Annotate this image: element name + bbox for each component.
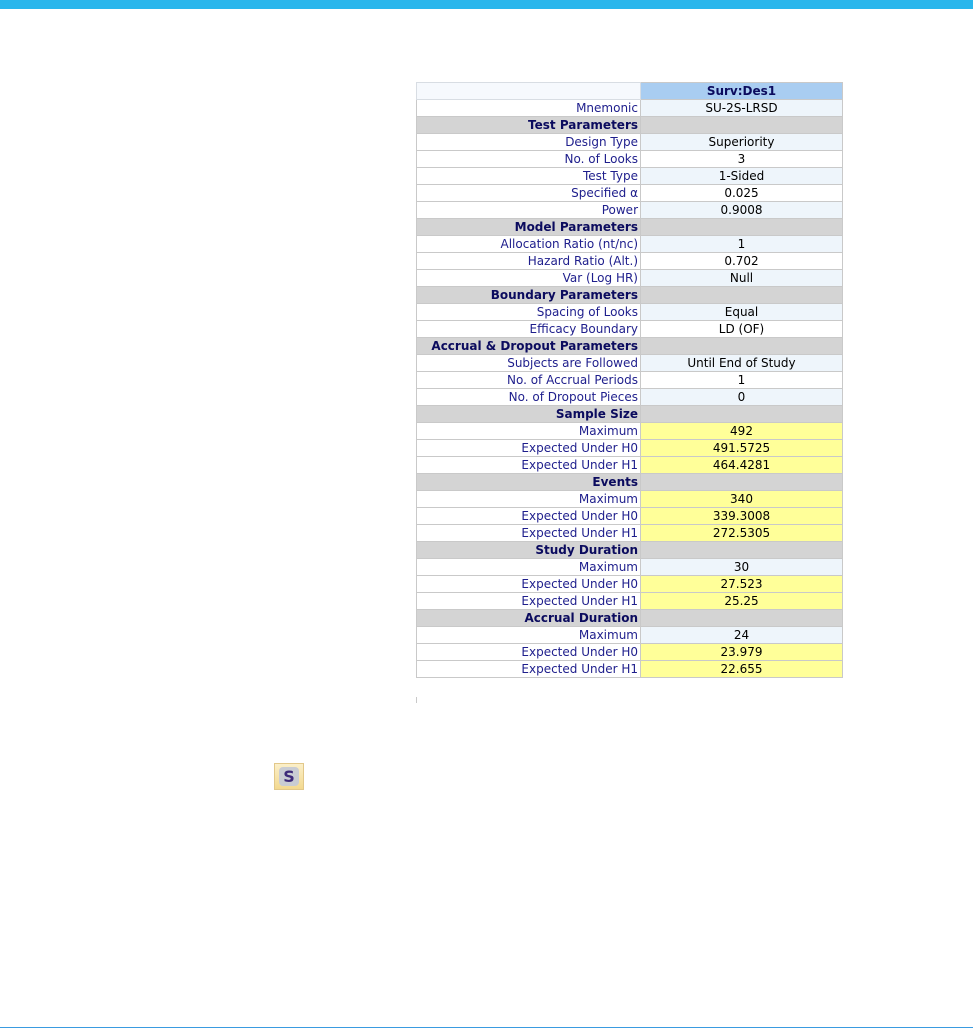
section-row-test-parameters xyxy=(417,117,843,134)
parameter-label: No. of Accrual Periods xyxy=(417,372,641,389)
section-row-accrual-dropout-parameters xyxy=(417,338,843,355)
table-header-corner xyxy=(417,83,641,100)
mnemonic-row xyxy=(417,100,843,117)
section-fill xyxy=(641,287,843,304)
parameter-row xyxy=(417,202,843,219)
parameter-label: Power xyxy=(417,202,641,219)
section-fill xyxy=(641,338,843,355)
design-output-table-body xyxy=(417,83,843,678)
parameter-label: Design Type xyxy=(417,134,641,151)
section-title: Accrual Duration xyxy=(417,610,641,627)
section-title: Study Duration xyxy=(417,542,641,559)
parameter-value: 1-Sided xyxy=(641,168,843,185)
parameter-label: Expected Under H1 xyxy=(417,525,641,542)
parameter-value: Null xyxy=(641,270,843,287)
parameter-value: 492 xyxy=(641,423,843,440)
mnemonic-label: Mnemonic xyxy=(417,100,641,117)
section-fill xyxy=(641,542,843,559)
parameter-value: Until End of Study xyxy=(641,355,843,372)
parameter-value: 272.5305 xyxy=(641,525,843,542)
parameter-label: Maximum xyxy=(417,627,641,644)
parameter-row xyxy=(417,304,843,321)
section-fill xyxy=(641,117,843,134)
parameter-label: Maximum xyxy=(417,423,641,440)
parameter-value: 23.979 xyxy=(641,644,843,661)
mnemonic-value: SU-2S-LRSD xyxy=(641,100,843,117)
section-row-boundary-parameters xyxy=(417,287,843,304)
parameter-label: Var (Log HR) xyxy=(417,270,641,287)
parameter-row xyxy=(417,321,843,338)
table-header-row xyxy=(417,83,843,100)
parameter-value: 30 xyxy=(641,559,843,576)
parameter-row xyxy=(417,236,843,253)
section-row-study-duration xyxy=(417,542,843,559)
section-title: Model Parameters xyxy=(417,219,641,236)
parameter-row xyxy=(417,270,843,287)
section-title: Boundary Parameters xyxy=(417,287,641,304)
section-row-model-parameters xyxy=(417,219,843,236)
parameter-row xyxy=(417,168,843,185)
parameter-value: 340 xyxy=(641,491,843,508)
parameter-row xyxy=(417,576,843,593)
parameter-value: 22.655 xyxy=(641,661,843,678)
parameter-row xyxy=(417,491,843,508)
parameter-value: Equal xyxy=(641,304,843,321)
parameter-value: 1 xyxy=(641,236,843,253)
parameter-row xyxy=(417,355,843,372)
bottom-divider xyxy=(0,1027,973,1028)
parameter-label: Efficacy Boundary xyxy=(417,321,641,338)
parameter-label: Expected Under H0 xyxy=(417,644,641,661)
parameter-row xyxy=(417,185,843,202)
section-fill xyxy=(641,406,843,423)
section-title: Test Parameters xyxy=(417,117,641,134)
parameter-row xyxy=(417,389,843,406)
parameter-label: No. of Looks xyxy=(417,151,641,168)
parameter-row xyxy=(417,423,843,440)
parameter-value: 1 xyxy=(641,372,843,389)
parameter-row xyxy=(417,508,843,525)
section-fill xyxy=(641,610,843,627)
s-icon: S xyxy=(279,767,299,786)
parameter-label: Expected Under H0 xyxy=(417,508,641,525)
parameter-label: Maximum xyxy=(417,559,641,576)
parameter-row xyxy=(417,372,843,389)
parameter-label: No. of Dropout Pieces xyxy=(417,389,641,406)
parameter-row xyxy=(417,525,843,542)
parameter-label: Subjects are Followed xyxy=(417,355,641,372)
parameter-row xyxy=(417,627,843,644)
parameter-label: Expected Under H1 xyxy=(417,593,641,610)
parameter-value: LD (OF) xyxy=(641,321,843,338)
parameter-label: Expected Under H1 xyxy=(417,457,641,474)
parameter-label: Specified α xyxy=(417,185,641,202)
parameter-value: 491.5725 xyxy=(641,440,843,457)
design-column-header[interactable]: Surv:Des1 xyxy=(641,83,843,100)
parameter-row xyxy=(417,593,843,610)
section-fill xyxy=(641,474,843,491)
parameter-value: 24 xyxy=(641,627,843,644)
parameter-value: 0.025 xyxy=(641,185,843,202)
section-row-events xyxy=(417,474,843,491)
section-title: Accrual & Dropout Parameters xyxy=(417,338,641,355)
parameter-value: 464.4281 xyxy=(641,457,843,474)
parameter-value: 25.25 xyxy=(641,593,843,610)
section-fill xyxy=(641,219,843,236)
parameter-value: 3 xyxy=(641,151,843,168)
parameter-row xyxy=(417,661,843,678)
table-tail-border xyxy=(416,697,417,703)
parameter-label: Allocation Ratio (nt/nc) xyxy=(417,236,641,253)
parameter-row xyxy=(417,134,843,151)
parameter-row xyxy=(417,151,843,168)
window-top-bar xyxy=(0,0,973,9)
section-row-accrual-duration xyxy=(417,610,843,627)
parameter-value: 0.702 xyxy=(641,253,843,270)
parameter-row xyxy=(417,457,843,474)
parameter-label: Maximum xyxy=(417,491,641,508)
parameter-label: Expected Under H1 xyxy=(417,661,641,678)
parameter-label: Expected Under H0 xyxy=(417,576,641,593)
parameter-label: Hazard Ratio (Alt.) xyxy=(417,253,641,270)
parameter-row xyxy=(417,253,843,270)
design-output-table xyxy=(416,82,843,678)
parameter-label: Test Type xyxy=(417,168,641,185)
parameter-row xyxy=(417,644,843,661)
parameter-value: 27.523 xyxy=(641,576,843,593)
parameter-value: Superiority xyxy=(641,134,843,151)
parameter-value: 339.3008 xyxy=(641,508,843,525)
parameter-label: Expected Under H0 xyxy=(417,440,641,457)
parameter-value: 0.9008 xyxy=(641,202,843,219)
parameter-row xyxy=(417,440,843,457)
s-toolbar-button[interactable] xyxy=(274,763,304,790)
parameter-value: 0 xyxy=(641,389,843,406)
parameter-row xyxy=(417,559,843,576)
parameter-label: Spacing of Looks xyxy=(417,304,641,321)
section-title: Events xyxy=(417,474,641,491)
section-title: Sample Size xyxy=(417,406,641,423)
section-row-sample-size xyxy=(417,406,843,423)
